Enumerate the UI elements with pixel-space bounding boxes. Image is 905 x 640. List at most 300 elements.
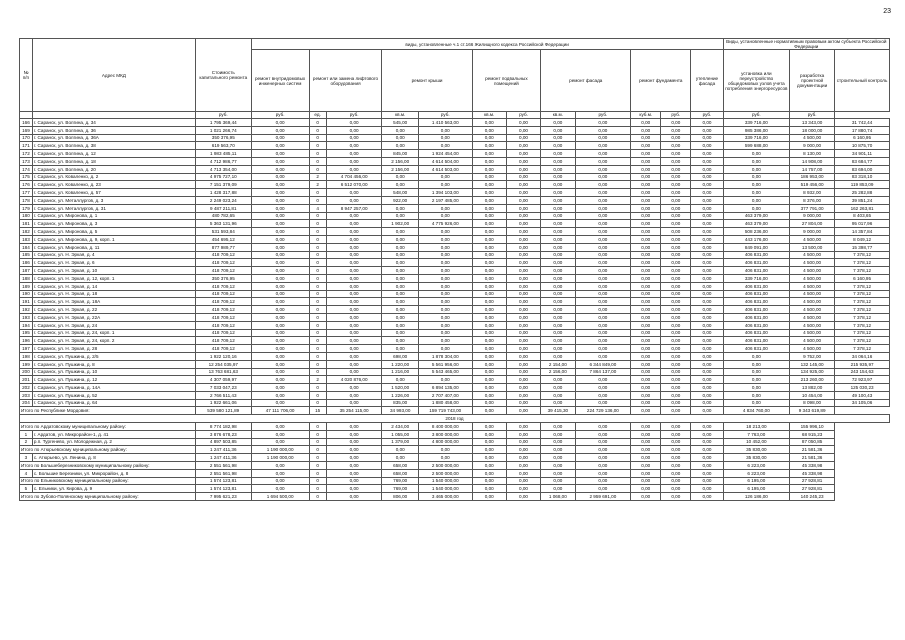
table-cell: 8 049,12 xyxy=(835,235,890,243)
table-cell: 0,00 xyxy=(691,391,723,399)
table-cell: 15 398,77 xyxy=(835,243,890,251)
table-cell: 0,00 xyxy=(691,228,723,236)
table-cell: 0,00 xyxy=(251,298,309,306)
table-cell: 1 924 454,00 xyxy=(418,150,472,158)
table-cell: 418 709,12 xyxy=(195,337,251,345)
table-cell: 0,00 xyxy=(631,173,661,181)
table-cell: 0,00 xyxy=(691,134,723,142)
table-cell: 0,00 xyxy=(251,337,309,345)
table-cell: 0,00 xyxy=(661,196,691,204)
table-cell: 0 xyxy=(309,313,326,321)
col-group-regional: Виды, установленные нормативным правовым актом субъекта Российской Федерации xyxy=(723,39,889,50)
table-cell: 0,00 xyxy=(326,391,382,399)
table-cell: 0,00 xyxy=(541,220,575,228)
table-cell: 519 456,00 xyxy=(790,181,835,189)
table-cell: г. Саранск, ул. Пушкина, д. 2/5 xyxy=(32,352,195,360)
table-cell: 0,00 xyxy=(251,274,309,282)
table-cell: 0,00 xyxy=(661,423,691,431)
table-cell: 27 928,81 xyxy=(790,485,835,493)
table-cell: 0,00 xyxy=(251,220,309,228)
table-cell: 0,00 xyxy=(326,321,382,329)
table-cell: 0,00 xyxy=(418,321,472,329)
table-cell: 0,00 xyxy=(575,189,631,197)
table-cell: 192 xyxy=(20,306,33,314)
table-cell: 215 935,97 xyxy=(835,360,890,368)
table-cell: 13 763 681,63 xyxy=(195,368,251,376)
table-row xyxy=(20,274,890,282)
table-cell: 0,00 xyxy=(575,282,631,290)
table-cell: 0,00 xyxy=(631,407,661,415)
table-cell: г. Саранск, ул. Н. Эркая, д. 10 xyxy=(32,267,195,275)
table-cell: 0,00 xyxy=(472,157,506,165)
table-cell: 0 xyxy=(309,196,326,204)
table-cell: 0,00 xyxy=(418,345,472,353)
table-cell: 0 xyxy=(309,235,326,243)
table-cell: кв.м. xyxy=(541,112,575,119)
table-cell: 0,00 xyxy=(691,235,723,243)
table-cell: 7 864 137,00 xyxy=(575,368,631,376)
table-cell: 186 953,00 xyxy=(790,173,835,181)
table-cell: 0,00 xyxy=(418,204,472,212)
table-cell: 0,00 xyxy=(251,243,309,251)
table-cell: 1 xyxy=(20,430,33,438)
table-cell: 83 318,10 xyxy=(835,173,890,181)
table-cell: 27 928,81 xyxy=(790,477,835,485)
table-cell: 0,00 xyxy=(661,438,691,446)
table-cell: 0,00 xyxy=(326,243,382,251)
table-cell: 0,00 xyxy=(661,243,691,251)
table-cell: 195 xyxy=(20,329,33,337)
table-cell: г. Саранск, ул. Миронова, д. 3 xyxy=(32,220,195,228)
table-cell: 845,00 xyxy=(382,150,418,158)
col-engineering: ремонт внутридомовых инженерных систем xyxy=(251,50,309,112)
table-cell: 0 xyxy=(309,142,326,150)
table-cell: 0,00 xyxy=(691,462,723,470)
table-cell: 0,00 xyxy=(661,454,691,462)
table-cell: 243 154,63 xyxy=(835,368,890,376)
table-cell: 186 xyxy=(20,259,33,267)
table-cell: 0,00 xyxy=(472,235,506,243)
table-cell: 0 xyxy=(309,189,326,197)
table-cell: Итого по Ельниковскому муниципальному району: xyxy=(20,477,196,485)
table-cell: 0,00 xyxy=(418,228,472,236)
table-cell: руб. xyxy=(723,112,790,119)
table-row xyxy=(20,298,890,306)
table-cell: 0,00 xyxy=(541,438,575,446)
table-cell: Итого по Большеберезниковскому муниципальному району: xyxy=(20,462,196,470)
table-cell: г. Саранск, ул. Н. Эркая, д. 24 xyxy=(32,321,195,329)
table-cell: 0,00 xyxy=(575,469,631,477)
table-cell: 0,00 xyxy=(326,119,382,127)
table-row xyxy=(20,454,890,462)
table-cell: г. Саранск, ул. Волгина, д. 36 xyxy=(32,126,195,134)
table-cell: 0 xyxy=(309,321,326,329)
table-cell: 170 xyxy=(20,134,33,142)
table-cell: 406 831,00 xyxy=(723,259,790,267)
table-cell: 0,00 xyxy=(326,189,382,197)
table-cell: 7 033 047,23 xyxy=(195,384,251,392)
table-cell: 0,00 xyxy=(631,228,661,236)
table-cell: с. Большие Березники, ул. Микрорайон, д. 8 xyxy=(32,469,195,477)
table-cell: 202 xyxy=(20,384,33,392)
table-cell: руб. xyxy=(790,112,835,119)
table-cell: 350 376,95 xyxy=(195,274,251,282)
table-cell: 0,00 xyxy=(541,313,575,321)
table-cell: Итого по Ардатовскому муниципальному району: xyxy=(20,423,196,431)
table-row xyxy=(20,204,890,212)
table-cell: 0,00 xyxy=(631,423,661,431)
table-cell: 7 378,12 xyxy=(835,267,890,275)
table-cell: 0,00 xyxy=(326,306,382,314)
table-cell: 877 989,77 xyxy=(195,243,251,251)
table-cell: 0,00 xyxy=(575,298,631,306)
table-cell: 418 709,12 xyxy=(195,282,251,290)
table-cell: 0,00 xyxy=(723,157,790,165)
table-cell: 13 343,00 xyxy=(790,119,835,127)
table-cell: 0,00 xyxy=(472,430,506,438)
table-cell: 0,00 xyxy=(575,329,631,337)
table-cell: 2 551 561,98 xyxy=(195,462,251,470)
table-cell: г. Саранск, ул. Н. Эркая, д. 22А xyxy=(32,313,195,321)
table-cell xyxy=(32,112,195,119)
table-cell: 179 xyxy=(20,204,33,212)
table-cell: 0 xyxy=(309,267,326,275)
table-cell: 0,00 xyxy=(506,399,540,407)
table-cell: 198 xyxy=(20,352,33,360)
table-cell: 4 500,00 xyxy=(790,282,835,290)
col-foundation: ремонт фундамента xyxy=(631,50,691,112)
table-cell: 0,00 xyxy=(691,189,723,197)
table-cell: 2 500 000,00 xyxy=(418,462,472,470)
table-cell: 0,00 xyxy=(575,352,631,360)
table-cell: 0,00 xyxy=(661,251,691,259)
table-cell: 4 712 986,77 xyxy=(195,157,251,165)
table-cell: 35 830,00 xyxy=(723,446,790,454)
table-cell: 0,00 xyxy=(418,376,472,384)
table-cell: 184 xyxy=(20,243,33,251)
table-cell: 0 xyxy=(309,360,326,368)
table-cell: 0,00 xyxy=(251,430,309,438)
table-cell: 0,00 xyxy=(506,423,540,431)
table-cell: 1 428 317,88 xyxy=(195,189,251,197)
table-cell: 0,00 xyxy=(326,142,382,150)
subtotal-row xyxy=(20,477,890,485)
table-cell: 0,00 xyxy=(382,454,418,462)
table-cell: 83 684,77 xyxy=(835,157,890,165)
table-cell: 0,00 xyxy=(251,345,309,353)
table-row xyxy=(20,469,890,477)
table-row xyxy=(20,337,890,345)
table-cell: 0,00 xyxy=(541,462,575,470)
table-cell: 0,00 xyxy=(506,345,540,353)
table-cell: кв.м. xyxy=(472,112,506,119)
table-row xyxy=(20,360,890,368)
table-cell: 0,00 xyxy=(251,391,309,399)
table-cell: 200 xyxy=(20,368,33,376)
table-cell: 599 688,00 xyxy=(723,142,790,150)
table-cell: 0,00 xyxy=(506,313,540,321)
table-cell: 0,00 xyxy=(506,228,540,236)
table-cell: 1 216,00 xyxy=(382,368,418,376)
table-cell: 0,00 xyxy=(541,235,575,243)
table-cell: 0,00 xyxy=(541,243,575,251)
table-cell: с. Атюрьево, ул. Ленина, д. 8 xyxy=(32,454,195,462)
table-cell: 1 247 411,36 xyxy=(195,446,251,454)
table-cell: 0,00 xyxy=(251,173,309,181)
table-cell: 7 995 621,23 xyxy=(195,493,251,501)
table-cell: 0,00 xyxy=(723,368,790,376)
table-cell: 0,00 xyxy=(472,462,506,470)
table-cell: 0,00 xyxy=(506,251,540,259)
table-cell: 406 831,00 xyxy=(723,329,790,337)
table-cell: 0,00 xyxy=(472,228,506,236)
table-cell: 0,00 xyxy=(575,259,631,267)
table-cell: 0,00 xyxy=(631,337,661,345)
table-cell: 0,00 xyxy=(723,189,790,197)
table-cell: 6 512 070,00 xyxy=(326,181,382,189)
table-cell: 140 245,23 xyxy=(790,493,835,501)
table-cell: 619 563,70 xyxy=(195,142,251,150)
table-cell: 0,00 xyxy=(472,282,506,290)
table-cell: 0,00 xyxy=(541,142,575,150)
table-cell: 339 716,00 xyxy=(723,134,790,142)
table-cell: 171 xyxy=(20,142,33,150)
table-cell: 406 831,00 xyxy=(723,345,790,353)
table-cell: 0,00 xyxy=(506,391,540,399)
table-cell: 8 400 000,00 xyxy=(418,423,472,431)
table-cell: 0,00 xyxy=(631,391,661,399)
table-cell: 0,00 xyxy=(575,173,631,181)
table-row xyxy=(20,134,890,142)
table-cell: 4 500,00 xyxy=(790,267,835,275)
table-cell: 0,00 xyxy=(472,313,506,321)
table-cell: 418 709,12 xyxy=(195,306,251,314)
table-cell: 1 878 304,00 xyxy=(418,352,472,360)
table-cell: 0,00 xyxy=(691,446,723,454)
table-cell: ед. xyxy=(309,112,326,119)
table-cell: 0,00 xyxy=(506,384,540,392)
table-cell: 0,00 xyxy=(472,119,506,127)
table-cell: 2 156,00 xyxy=(382,165,418,173)
table-cell: 3 465 000,00 xyxy=(418,493,472,501)
table-cell: руб. xyxy=(691,112,723,119)
table-cell: 4 500,00 xyxy=(790,345,835,353)
table-cell: 34 064,16 xyxy=(835,352,890,360)
table-row xyxy=(20,282,890,290)
table-cell: 2 xyxy=(309,376,326,384)
table-cell: 0,00 xyxy=(506,360,540,368)
table-cell: 0,00 xyxy=(661,462,691,470)
table-cell: 0,00 xyxy=(575,423,631,431)
table-cell: 159 719 743,00 xyxy=(418,407,472,415)
table-cell: 0,00 xyxy=(382,337,418,345)
table-row xyxy=(20,189,890,197)
table-cell: 3 xyxy=(20,454,33,462)
table-cell: 0 xyxy=(309,329,326,337)
table-cell: 1 394 103,00 xyxy=(418,189,472,197)
table-cell: 14 908,00 xyxy=(790,157,835,165)
table-cell: 31 742,44 xyxy=(835,119,890,127)
table-cell: 8 774 182,98 xyxy=(195,423,251,431)
table-cell: 0,00 xyxy=(251,126,309,134)
table-cell: 39 851,24 xyxy=(835,196,890,204)
table-cell: 0,00 xyxy=(541,298,575,306)
table-cell: 0,00 xyxy=(541,423,575,431)
table-cell: 0,00 xyxy=(575,126,631,134)
table-cell: 0,00 xyxy=(506,259,540,267)
table-cell: 0,00 xyxy=(575,150,631,158)
table-cell: 0,00 xyxy=(631,313,661,321)
table-cell: 0,00 xyxy=(541,228,575,236)
table-cell: 0,00 xyxy=(418,259,472,267)
table-cell: 406 831,00 xyxy=(723,290,790,298)
table-cell: 406 831,00 xyxy=(723,306,790,314)
table-cell: 0,00 xyxy=(661,274,691,282)
table-cell: 13 500,00 xyxy=(790,243,835,251)
table-cell: 0,00 xyxy=(472,220,506,228)
table-cell: 0,00 xyxy=(251,438,309,446)
table-cell: 0,00 xyxy=(723,150,790,158)
table-cell: 0,00 xyxy=(251,399,309,407)
table-row xyxy=(20,290,890,298)
table-cell: 4 500,00 xyxy=(790,337,835,345)
table-cell: 0,00 xyxy=(382,298,418,306)
table-cell: 0,00 xyxy=(472,337,506,345)
table-cell: 0,00 xyxy=(472,298,506,306)
table-cell: 0,00 xyxy=(506,204,540,212)
table-cell: 0,00 xyxy=(575,134,631,142)
table-cell: 5 363 131,96 xyxy=(195,220,251,228)
table-cell: куб.м. xyxy=(631,112,661,119)
table-cell: 0 xyxy=(309,446,326,454)
table-cell: 1 190 000,00 xyxy=(251,446,309,454)
table-cell: 0,00 xyxy=(418,134,472,142)
table-cell: 0,00 xyxy=(631,438,661,446)
table-cell: 0,00 xyxy=(661,189,691,197)
table-cell: 0,00 xyxy=(326,298,382,306)
table-cell: Итого по Атюрьевскому муниципальному району: xyxy=(20,446,196,454)
table-cell: 0,00 xyxy=(382,181,418,189)
table-cell: 0,00 xyxy=(541,267,575,275)
table-row xyxy=(20,251,890,259)
table-cell: 0,00 xyxy=(326,469,382,477)
table-cell: 0,00 xyxy=(575,384,631,392)
table-cell: 658,00 xyxy=(382,469,418,477)
table-cell: 6 160,95 xyxy=(835,274,890,282)
table-cell: 0,00 xyxy=(382,306,418,314)
table-cell: 0,00 xyxy=(691,196,723,204)
table-cell: 0,00 xyxy=(631,360,661,368)
table-cell: 0,00 xyxy=(723,399,790,407)
table-cell: 0,00 xyxy=(472,438,506,446)
table-cell: 7 763,00 xyxy=(723,430,790,438)
table-cell: 0,00 xyxy=(472,274,506,282)
table-cell: 0,00 xyxy=(661,329,691,337)
table-row xyxy=(20,173,890,181)
table-cell: 418 709,12 xyxy=(195,290,251,298)
table-cell: 0,00 xyxy=(691,352,723,360)
table-cell: 7 378,12 xyxy=(835,337,890,345)
table-cell: 1 220,00 xyxy=(382,360,418,368)
table-cell: 182 xyxy=(20,228,33,236)
table-cell: 0,00 xyxy=(472,477,506,485)
table-cell: 34 993,00 xyxy=(382,407,418,415)
table-cell: 45 338,98 xyxy=(790,462,835,470)
table-cell: 0 xyxy=(309,282,326,290)
table-cell: 6 223,00 xyxy=(723,462,790,470)
table-cell: 0,00 xyxy=(575,290,631,298)
table-cell: 0,00 xyxy=(326,477,382,485)
table-cell: р.п. Тургенево, ул. Молодежная, д. 2 xyxy=(32,438,195,446)
table-cell: 1 694 500,00 xyxy=(251,493,309,501)
table-cell: 6 195,00 xyxy=(723,477,790,485)
table-cell: 4 020 876,00 xyxy=(326,376,382,384)
table-cell: 0,00 xyxy=(691,173,723,181)
table-cell: 0,00 xyxy=(506,446,540,454)
table-cell: 0,00 xyxy=(575,228,631,236)
table-cell: 0,00 xyxy=(506,298,540,306)
table-cell: 0,00 xyxy=(661,235,691,243)
table-cell: 0,00 xyxy=(723,376,790,384)
table-cell: 0,00 xyxy=(251,313,309,321)
table-cell: 0,00 xyxy=(661,345,691,353)
table-cell: 7 151 379,09 xyxy=(195,181,251,189)
table-cell: 2 197 485,00 xyxy=(418,196,472,204)
table-cell: 7 378,12 xyxy=(835,251,890,259)
table-cell: 1 068,00 xyxy=(541,493,575,501)
table-cell: 8 376,00 xyxy=(790,196,835,204)
table-cell: 134 925,00 xyxy=(790,368,835,376)
table-cell: 0,00 xyxy=(506,329,540,337)
table-cell: 0,00 xyxy=(631,259,661,267)
table-cell: 0,00 xyxy=(326,134,382,142)
table-row xyxy=(20,313,890,321)
table-cell: 0,00 xyxy=(541,282,575,290)
table-row xyxy=(20,212,890,220)
table-cell: 0,00 xyxy=(691,485,723,493)
table-cell: 0,00 xyxy=(575,446,631,454)
table-cell: г. Саранск, ул. Волгина, д. 34 xyxy=(32,119,195,127)
table-row xyxy=(20,321,890,329)
table-cell: 162 263,81 xyxy=(835,204,890,212)
table-cell: 4 xyxy=(309,204,326,212)
table-cell: г. Саранск, ул. Волгина, д. 36А xyxy=(32,134,195,142)
table-cell: 0,00 xyxy=(506,173,540,181)
table-cell: 0,00 xyxy=(691,477,723,485)
table-cell: 191 xyxy=(20,298,33,306)
table-cell: 49 100,43 xyxy=(835,391,890,399)
table-cell: 4 500,00 xyxy=(790,306,835,314)
table-cell: 0,00 xyxy=(382,251,418,259)
table-cell: 0 xyxy=(309,274,326,282)
table-cell: 531 593,84 xyxy=(195,228,251,236)
table-cell: 0,00 xyxy=(251,235,309,243)
table-cell: г. Саранск, ул. Пушкина, д. 10 xyxy=(32,368,195,376)
table-cell: г. Саранск, ул. Коваленко, д. 57 xyxy=(32,189,195,197)
table-cell: 0 xyxy=(309,119,326,127)
units-row xyxy=(20,112,890,119)
table-cell: 0,00 xyxy=(382,313,418,321)
table-cell: 0,00 xyxy=(575,477,631,485)
table-cell: 0,00 xyxy=(418,454,472,462)
table-cell: 4 775 926,00 xyxy=(418,220,472,228)
table-cell: 4 500,00 xyxy=(790,290,835,298)
table-cell: 0,00 xyxy=(506,282,540,290)
table-cell: г. Саранск, ул. Н. Эркая, д. 18А xyxy=(32,298,195,306)
table-cell: 0,00 xyxy=(326,157,382,165)
table-cell: 2 707 407,00 xyxy=(418,391,472,399)
page-number: 23 xyxy=(883,8,891,15)
